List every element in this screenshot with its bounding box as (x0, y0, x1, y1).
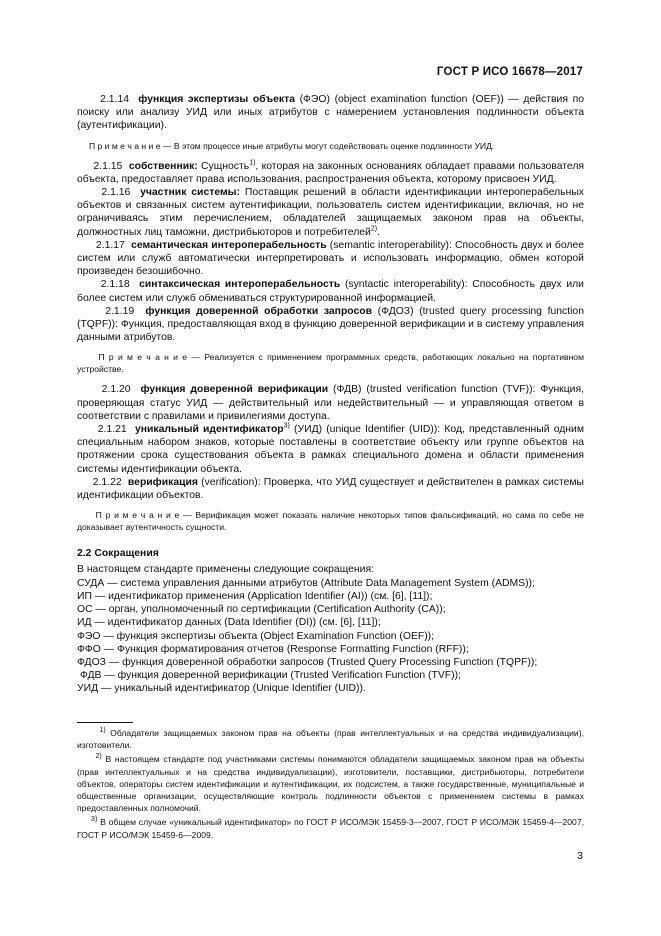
footnotes (77, 727, 584, 843)
term-definition: Сущность (197, 160, 250, 172)
term-name: участник системы: (140, 187, 240, 199)
page-number: 3 (577, 850, 583, 862)
note (77, 140, 584, 152)
footnote-ref[interactable]: 1) (249, 159, 256, 167)
term-2-1-19 (77, 305, 584, 345)
term-number: 2.1.20 (101, 384, 131, 396)
footnote (77, 816, 584, 840)
term-name: собственник: (128, 160, 198, 172)
footnote-divider (77, 722, 133, 723)
main-text (77, 93, 584, 696)
term-definition-cont: . (377, 226, 380, 238)
term-2-1-21 (77, 423, 584, 476)
footnote-text: В общем случае «уникальный идентификатор» по ГОСТ Р ИСО/МЭК 15459-3—2007, ГОСТ Р ИСО/МЭК 15459-4—2007, ГОСТ Р ИСО/МЭК 15459-6—2009. (77, 817, 584, 840)
footnote-ref[interactable]: 3) (283, 422, 290, 430)
term-number: 2.1.16 (101, 187, 131, 199)
term-definition: (verification): Проверка, что УИД существует и действителен в рамках системы идентификации объектов. (77, 476, 584, 502)
term-number: 2.1.18 (100, 279, 130, 291)
term-2-1-18 (77, 278, 584, 304)
footnote-mark: 1) (99, 727, 106, 735)
note (77, 509, 584, 533)
section-heading: 2.2 Сокращения (77, 548, 159, 560)
abbreviation-item: ФДОЗ — функция доверенной обработки запросов (Trusted Query Processing Function (TQPF)); (77, 656, 538, 668)
section-intro: В настоящем стандарте применены следующие сокращения: (77, 564, 374, 576)
abbreviation-item: ИП — идентификатор применения (Application Identifier (AI)) (см. [6], [11]); (77, 590, 433, 602)
term-number: 2.1.14 (100, 94, 129, 105)
term-number: 2.1.21 (97, 424, 127, 436)
term-definition: (УИД) (unique Identifier (UID)): Код, представленный одним специальным набором знаков, которые поставлены в соответствие объекту или группе объектов на протяжении срока существования объекта в рамках специального домена и области применения системы идентификации объекта. (77, 424, 584, 475)
note-label: П р и м е ч а н и е — (98, 352, 200, 363)
term-name: функция доверенной обработки запросов (145, 305, 373, 317)
footnote (77, 727, 584, 751)
term-name: функция доверенной верификации (140, 384, 329, 396)
footnote-text: Обладатели защищаемых законом прав на объекты (прав интеллектуальных и на средства индивидуализации), изготовители. (77, 728, 584, 751)
footnote-ref[interactable]: 2) (370, 225, 378, 233)
note-text: В этом процессе иные атрибуты могут содействовать оценке подлинности УИД. (173, 140, 495, 151)
term-2-1-14 (77, 93, 584, 133)
term-name: верификация (127, 476, 198, 488)
abbreviation-item: ФФО — Функция форматирования отчетов (Response Formatting Function (RFF)); (77, 643, 469, 655)
abbreviation-item: УИД — уникальный идентификатор (Unique Identifier (UID)). (77, 683, 366, 695)
term-2-1-15 (77, 160, 584, 186)
footnote-mark: 3) (91, 816, 98, 824)
footnote (77, 753, 584, 814)
abbreviation-item: ИД — идентификатор данных (Data Identifier (DI)) (см. [6], [11]); (77, 617, 381, 629)
term-number: 2.1.17 (95, 239, 125, 251)
term-name: синтаксическая интероперабельность (139, 279, 341, 291)
term-number: 2.1.15 (93, 160, 123, 172)
term-definition: (ФЭО) (object examination function (OEF)) — действия по поиску или анализу УИД или иных атрибутов с намерением установления подлинности объекта (аутентификации). (77, 94, 584, 132)
term-number: 2.1.19 (105, 305, 135, 317)
term-definition-cont: , которая на законных основаниях обладает правами пользователя объекта, предоставляет права использования, распространения объекта, которому присвоен УИД. (77, 160, 585, 185)
term-name: функция экспертизы объекта (138, 94, 295, 105)
term-definition: (ФДВ) (trusted verification function (TVF)): Функция, проверяющая статус УИД — действительный или недействительный — и управляющая ответом в соответствии с правилами и привилегиями доступа. (77, 384, 584, 422)
abbreviation-item: СУДА — система управления данными атрибутов (Attribute Data Management System (ADMS)); (77, 577, 535, 589)
term-name: уникальный идентификатор (134, 424, 284, 436)
term-2-1-17 (77, 239, 584, 279)
standard-header: ГОСТ Р ИСО 16678—2017 (436, 66, 583, 78)
note-label: П р и м е ч а н и е — (88, 140, 172, 151)
note-text: Реализуется с применением программных средств, работающих локально на портативном устройстве. (77, 352, 584, 375)
abbreviation-item: ФДВ — функция доверенной верификации (Trusted Verification Function (TVF)); (77, 670, 461, 682)
term-2-1-16 (77, 186, 584, 239)
term-2-1-20 (77, 383, 584, 423)
note-label: П р и м е ч а н и е — (95, 510, 192, 521)
abbreviation-item: ОС — орган, уполномоченный по сертификации (Certification Authority (CA)); (77, 604, 446, 616)
note (77, 351, 584, 375)
term-definition: (ФДОЗ) (trusted query processing function (TQPF)): Функция, предоставляющая вход в функцию доверенной верификации и в систему управления данными атрибутов. (77, 305, 584, 344)
footnote-mark: 2) (95, 753, 102, 761)
term-definition: (semantic interoperability): Способность двух и более систем или служб автоматически интерпретировать и использовать информацию, обмен которой произведен безошибочно. (77, 239, 584, 278)
term-definition: Поставщик решений в области идентификации интероперабельных объектов и связанных систем аутентификации, пользователь систем идентификации, включая, но не ограничиваясь этим перечислением, обладателей защищаемых законом прав на объекты, должностных лиц таможни, дистрибьюторов и потребителей (77, 187, 584, 238)
term-number: 2.1.22 (92, 476, 122, 488)
note-text: Верификация может показать наличие некоторых типов фальсификаций, но сама по себе не доказывает аутентичность сущности. (77, 510, 584, 533)
term-definition: (syntactic interoperability): Способность двух или более систем или служб обмениваться структурированной информацией. (77, 279, 584, 304)
abbreviation-item: ФЭО — функция экспертизы объекта (Object Examination Function (OEF)); (77, 630, 435, 642)
term-2-1-22 (77, 476, 584, 502)
footnote-text: В настоящем стандарте под участниками системы понимаются обладатели защищаемых законом прав на объекты (прав интеллектуальных и на средства индивидуализации), изготовители, поставщики, дистрибьюторы, потребители объектов, операторы систем идентификации и аутентификации, их подсистем, а также государственные, муниципальные и общественные организации, осуществляющие контроль подлинности объектов с применением системы в рамках предоставленных полномочий. (77, 754, 584, 814)
term-name: семантическая интероперабельность (131, 239, 327, 251)
